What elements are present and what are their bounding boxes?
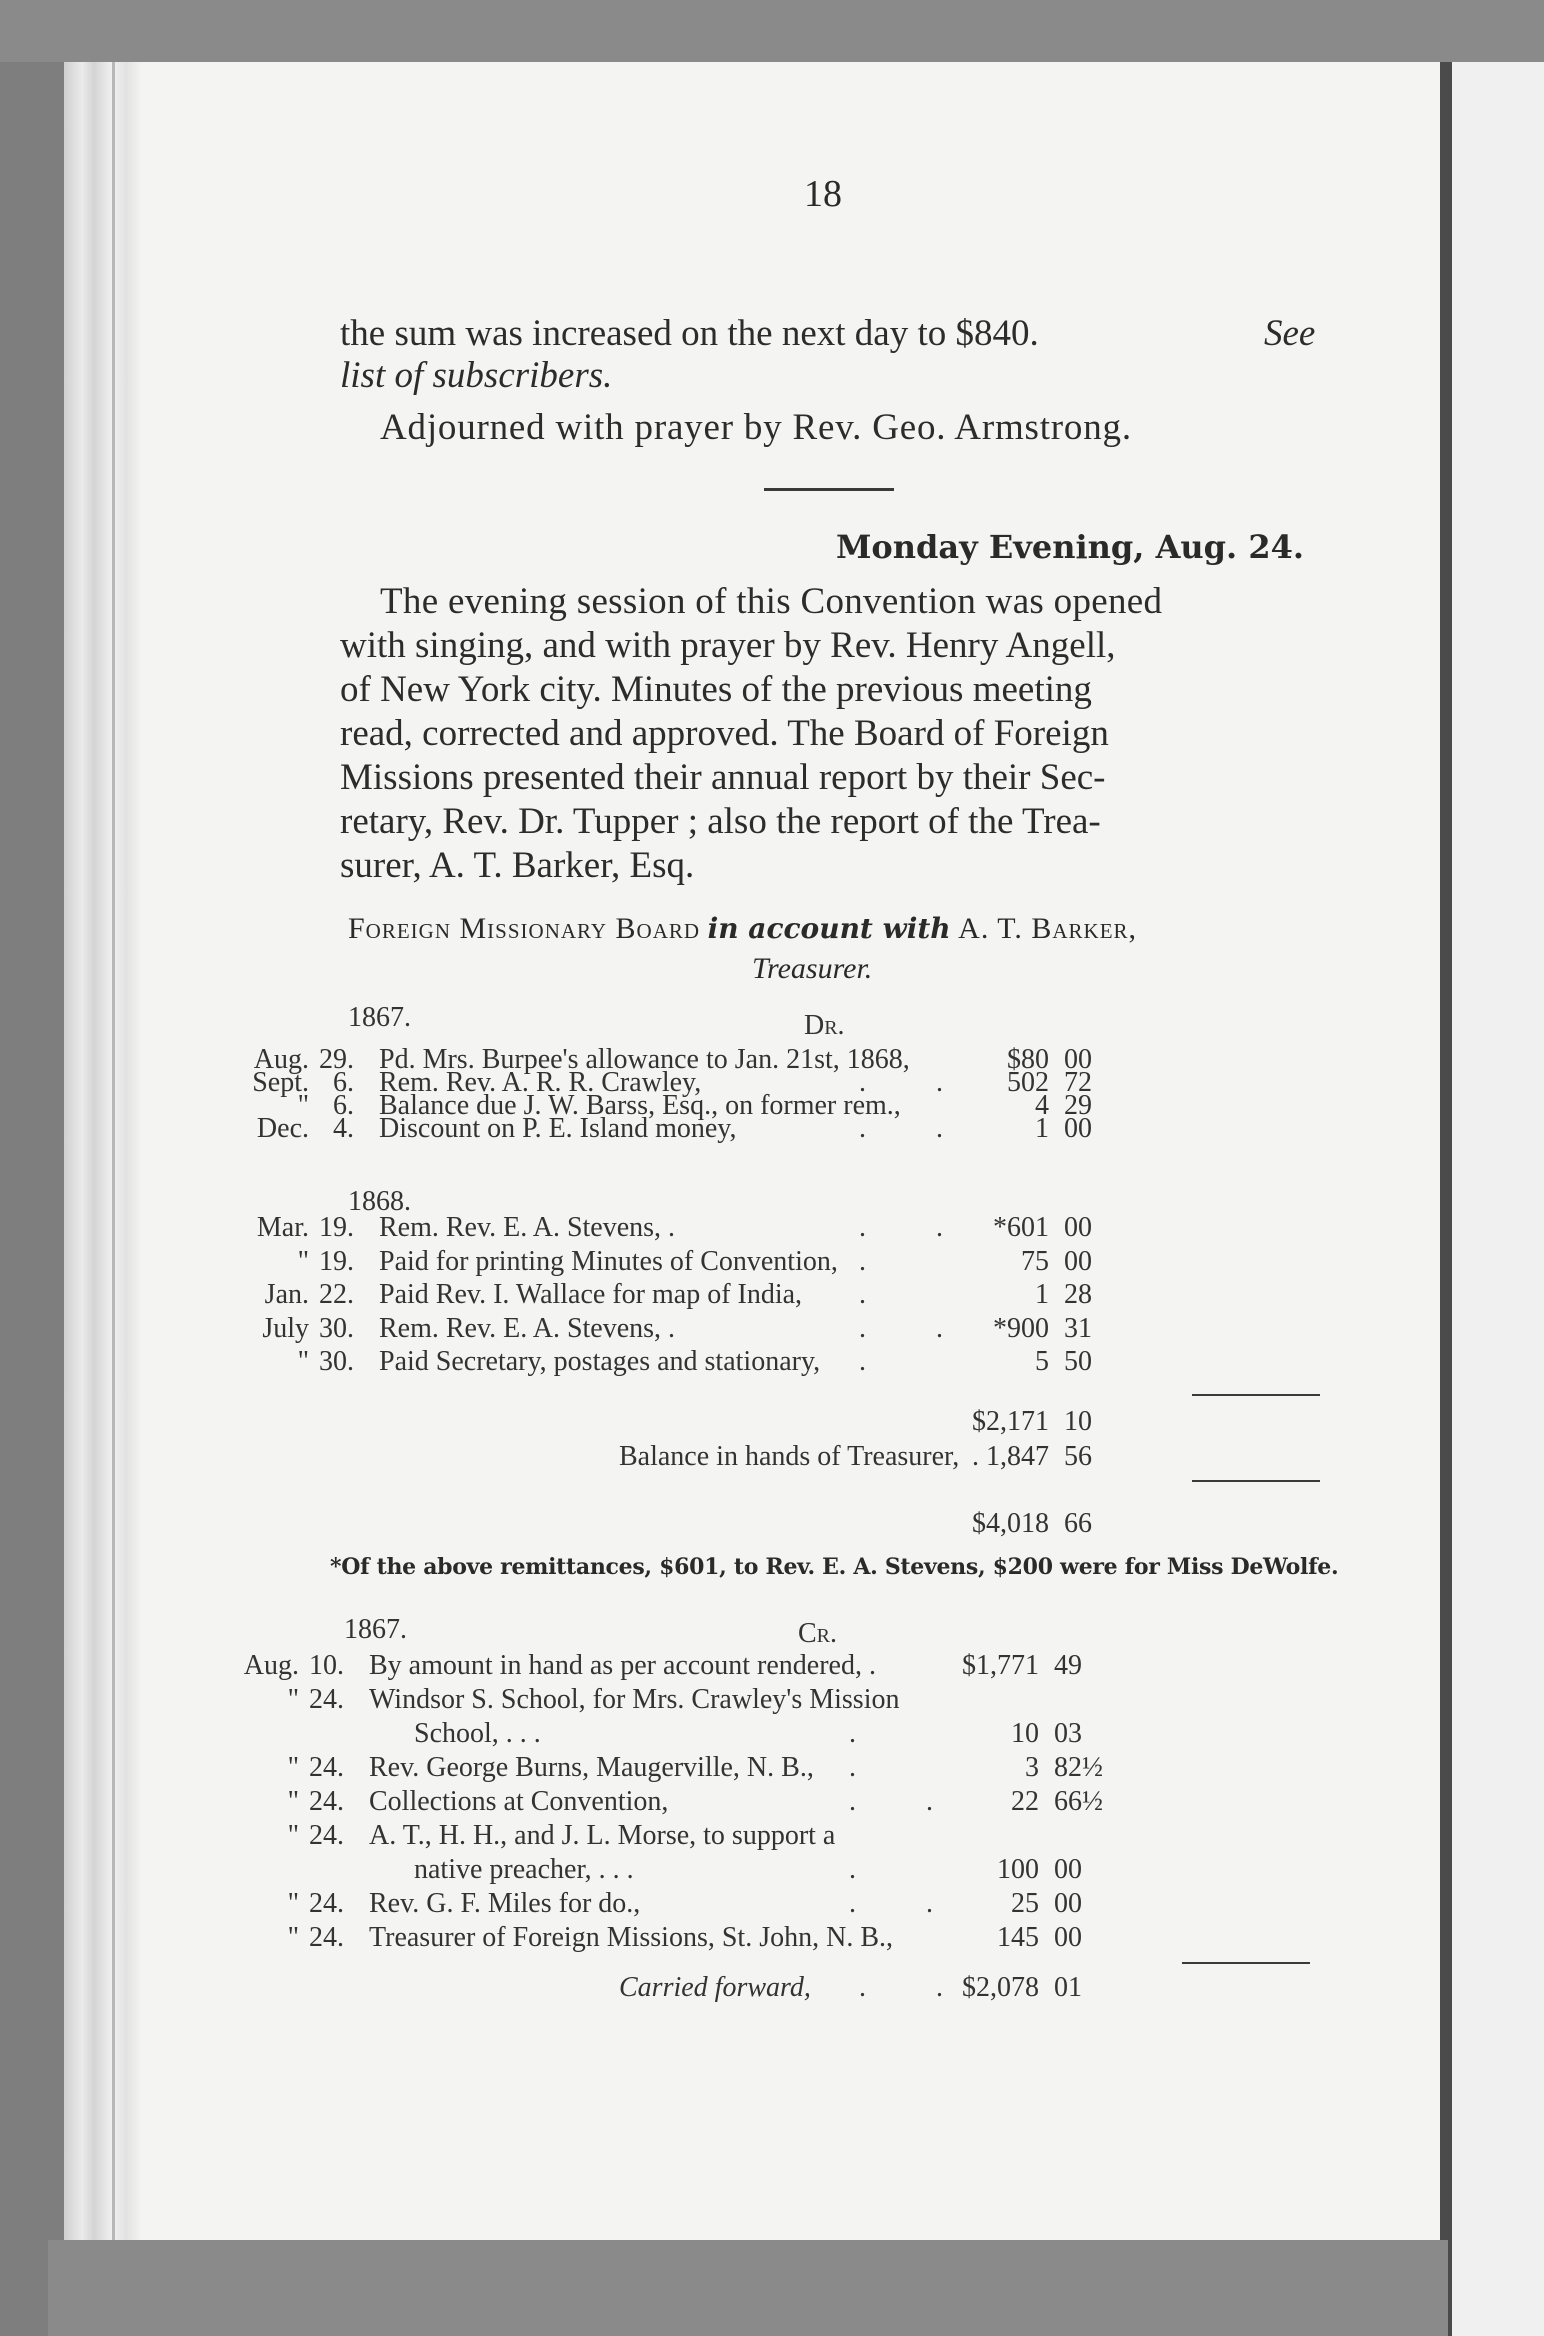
book-page	[64, 62, 1440, 2240]
ledger-row	[219, 1313, 1279, 1347]
entry-dots: .	[859, 1245, 866, 1277]
entry-month: "	[287, 1888, 299, 1919]
entry-day: 24.	[309, 1752, 344, 1783]
entry-month: Sept.	[252, 1067, 309, 1098]
entry-description: School, . . .	[414, 1718, 541, 1749]
ledger-row	[209, 1786, 1269, 1820]
paragraph-line: of New York city. Minutes of the previous meeting	[340, 669, 1092, 710]
section-heading: Monday Evening, Aug. 24.	[836, 528, 1304, 566]
subtotal-dollars: $2,171	[972, 1406, 1049, 1437]
entry-cents: 00	[1064, 1113, 1092, 1144]
total-row	[219, 1508, 1279, 1542]
entry-description: Discount on P. E. Island money,	[379, 1113, 737, 1144]
subtotal-rule	[1192, 1394, 1320, 1396]
entry-month: "	[287, 1752, 299, 1783]
entry-dollars: 145	[997, 1922, 1039, 1953]
entry-dots: . .	[859, 1113, 943, 1144]
entry-description: Treasurer of Foreign Missions, St. John, N. B.,	[369, 1922, 893, 1953]
entry-day: 30.	[319, 1312, 354, 1344]
entry-cents: 66½	[1054, 1786, 1103, 1817]
paragraph-line: with singing, and with prayer by Rev. Henry Angell,	[340, 625, 1116, 666]
entry-dollars: 4	[1035, 1090, 1049, 1121]
entry-cents: 03	[1054, 1718, 1082, 1749]
footnote: *Of the above remittances, $601, to Rev. E. A. Stevens, $200 were for Miss DeWolfe.	[330, 1554, 1339, 1580]
entry-day: 22.	[319, 1279, 354, 1310]
ledger-row	[219, 1212, 1279, 1246]
ledger-row	[219, 1279, 1279, 1313]
entry-dollars: 1	[1035, 1279, 1049, 1310]
entry-dollars: *601	[993, 1212, 1049, 1243]
entry-dots: . .	[859, 1212, 943, 1243]
entry-dots: . .	[849, 1888, 933, 1919]
balance-cents: 56	[1064, 1441, 1092, 1472]
intro-see: See	[1264, 313, 1316, 354]
entry-description: native preacher, . . .	[414, 1854, 634, 1885]
entry-description: Windsor S. School, for Mrs. Crawley's Mission	[369, 1684, 900, 1715]
debit-year: 1867.	[348, 1002, 411, 1033]
entry-dollars: $1,771	[962, 1650, 1039, 1681]
entry-cents: 00	[1064, 1245, 1092, 1277]
ledger-row	[219, 1246, 1279, 1280]
entry-cents: 50	[1064, 1346, 1092, 1377]
entry-dollars: 25	[1011, 1888, 1039, 1919]
facing-page-edge	[1440, 62, 1544, 2336]
entry-month: "	[287, 1786, 299, 1817]
entry-month: Mar.	[256, 1212, 309, 1243]
ledger-row	[209, 1650, 1269, 1684]
carried-rule	[1182, 1962, 1310, 1964]
entry-dollars: 1	[1035, 1113, 1049, 1144]
carried-forward-label: Carried forward,	[619, 1972, 811, 2003]
ledger-row	[209, 1922, 1269, 1956]
entry-day: 24.	[309, 1922, 344, 1953]
entry-dots: . .	[859, 1067, 943, 1098]
account-title-in-account: in account with	[707, 912, 951, 945]
entry-dollars: 10	[1011, 1718, 1039, 1749]
entry-dollars: 100	[997, 1854, 1039, 1885]
debit-year-2: 1868.	[348, 1186, 411, 1217]
balance-dollars: . 1,847	[972, 1441, 1049, 1472]
entry-day: 24.	[309, 1888, 344, 1919]
entry-description: Rev. George Burns, Maugerville, N. B.,	[369, 1752, 814, 1783]
entry-dollars: 75	[1021, 1245, 1049, 1277]
entry-cents: 00	[1054, 1922, 1082, 1953]
entry-cents: 00	[1054, 1854, 1082, 1885]
credit-year: 1867.	[344, 1614, 407, 1645]
paragraph-line: read, corrected and approved. The Board of Foreign	[340, 713, 1109, 754]
paragraph-line: Missions presented their annual report by their Sec-	[340, 757, 1106, 798]
entry-cents: 00	[1064, 1212, 1092, 1243]
entry-day: 19.	[319, 1245, 354, 1277]
entry-dots: .	[859, 1346, 866, 1377]
entry-day: 24.	[309, 1820, 344, 1851]
ledger-row	[209, 1820, 1269, 1854]
entry-month: "	[287, 1922, 299, 1953]
entry-description: Paid for printing Minutes of Convention,	[379, 1245, 838, 1277]
scan-background-bottom	[48, 2240, 1448, 2336]
entry-day: 24.	[309, 1786, 344, 1817]
intro-line-1	[340, 312, 1039, 356]
entry-month: Aug.	[243, 1650, 299, 1681]
account-title-treasurer-name: A. T. Barker,	[958, 912, 1138, 945]
entry-cents: 28	[1064, 1279, 1092, 1310]
carried-forward-row	[219, 1972, 1279, 2006]
ledger-row	[209, 1752, 1269, 1786]
entry-month: "	[287, 1820, 299, 1851]
total-cents: 66	[1064, 1508, 1092, 1539]
entry-month: "	[297, 1090, 309, 1121]
entry-cents: 49	[1054, 1650, 1082, 1681]
entry-day: 10.	[309, 1650, 344, 1681]
debit-header: Dr.	[804, 1010, 845, 1041]
entry-description: Rem. Rev. A. R. R. Crawley,	[379, 1067, 702, 1098]
entry-description: Rev. G. F. Miles for do.,	[369, 1888, 641, 1919]
entry-description: Collections at Convention,	[369, 1786, 669, 1817]
entry-dots: .	[859, 1279, 866, 1310]
entry-month: "	[297, 1245, 309, 1277]
paragraph-line: retary, Rev. Dr. Tupper ; also the report of the Trea-	[340, 801, 1101, 842]
balance-label: Balance in hands of Treasurer,	[619, 1441, 960, 1472]
entry-month: July	[262, 1312, 309, 1344]
entry-description: A. T., H. H., and J. L. Morse, to support a	[369, 1820, 836, 1851]
entry-dollars: 502	[1007, 1067, 1049, 1098]
ledger-row	[209, 1854, 1269, 1888]
entry-day: 30.	[319, 1346, 354, 1377]
subtotal-cents: 10	[1064, 1406, 1092, 1437]
page-number: 18	[804, 173, 842, 215]
balance-row	[219, 1441, 1279, 1475]
entry-description: Paid Secretary, postages and stationary,	[379, 1346, 821, 1377]
entry-dots: . .	[849, 1786, 933, 1817]
entry-dots: .	[849, 1854, 856, 1885]
entry-month: Jan.	[264, 1279, 309, 1310]
total-dollars: $4,018	[972, 1508, 1049, 1539]
subtotal-row	[219, 1406, 1279, 1440]
entry-cents: 82½	[1054, 1752, 1103, 1783]
entry-cents: 31	[1064, 1312, 1092, 1344]
carried-forward-cents: 01	[1054, 1972, 1082, 2003]
entry-description: Pd. Mrs. Burpee's allowance to Jan. 21st, 1868,	[379, 1044, 910, 1075]
total-rule	[1192, 1480, 1320, 1482]
entry-dollars: 22	[1011, 1786, 1039, 1817]
entry-cents: 29	[1064, 1090, 1092, 1121]
intro-line-2: list of subscribers.	[340, 355, 613, 396]
entry-cents: 00	[1064, 1044, 1092, 1075]
entry-day: 4.	[333, 1113, 354, 1144]
entry-dots: .	[849, 1752, 856, 1783]
entry-day: 6.	[333, 1067, 354, 1098]
entry-description: Rem. Rev. E. A. Stevens, .	[379, 1212, 676, 1243]
account-title-board: Foreign Missionary Board	[348, 912, 701, 945]
entry-month: Dec.	[256, 1113, 309, 1144]
section-divider	[764, 488, 894, 491]
entry-month: Aug.	[253, 1044, 309, 1075]
entry-cents: 00	[1054, 1888, 1082, 1919]
paragraph-line: The evening session of this Convention was opened	[380, 581, 1163, 622]
entry-dollars: $80	[1007, 1044, 1049, 1075]
adjourned-line: Adjourned with prayer by Rev. Geo. Armstrong.	[380, 407, 1132, 448]
entry-dollars: *900	[993, 1312, 1049, 1344]
entry-month: "	[287, 1684, 299, 1715]
ledger-row	[219, 1113, 1279, 1147]
entry-description: Rem. Rev. E. A. Stevens, .	[379, 1312, 676, 1344]
entry-day: 19.	[319, 1212, 354, 1243]
entry-day: 6.	[333, 1090, 354, 1121]
ledger-row	[209, 1718, 1269, 1752]
ledger-row	[209, 1684, 1269, 1718]
ledger-row	[219, 1346, 1279, 1380]
credit-header: Cr.	[798, 1618, 838, 1649]
entry-dollars: 3	[1025, 1752, 1039, 1783]
paragraph-line: surer, A. T. Barker, Esq.	[340, 845, 695, 886]
intro-line-1-text: the sum was increased on the next day to $840.	[340, 313, 1039, 354]
account-title-line-2: Treasurer.	[752, 952, 873, 985]
carried-forward-dots: . .	[859, 1972, 943, 2003]
entry-description: Paid Rev. I. Wallace for map of India,	[379, 1279, 803, 1310]
account-title	[348, 912, 1137, 946]
ledger-row	[209, 1888, 1269, 1922]
entry-description: By amount in hand as per account rendered, .	[369, 1650, 876, 1681]
entry-month: "	[297, 1346, 309, 1377]
scan-background-top	[0, 0, 1544, 62]
entry-dots: .	[849, 1718, 856, 1749]
entry-dollars: 5	[1035, 1346, 1049, 1377]
entry-day: 24.	[309, 1684, 344, 1715]
entry-cents: 72	[1064, 1067, 1092, 1098]
entry-day: 29.	[319, 1044, 354, 1075]
entry-description: Balance due J. W. Barss, Esq., on former rem.,	[379, 1090, 901, 1121]
entry-dots: . .	[859, 1312, 943, 1344]
carried-forward-dollars: $2,078	[962, 1972, 1039, 2003]
